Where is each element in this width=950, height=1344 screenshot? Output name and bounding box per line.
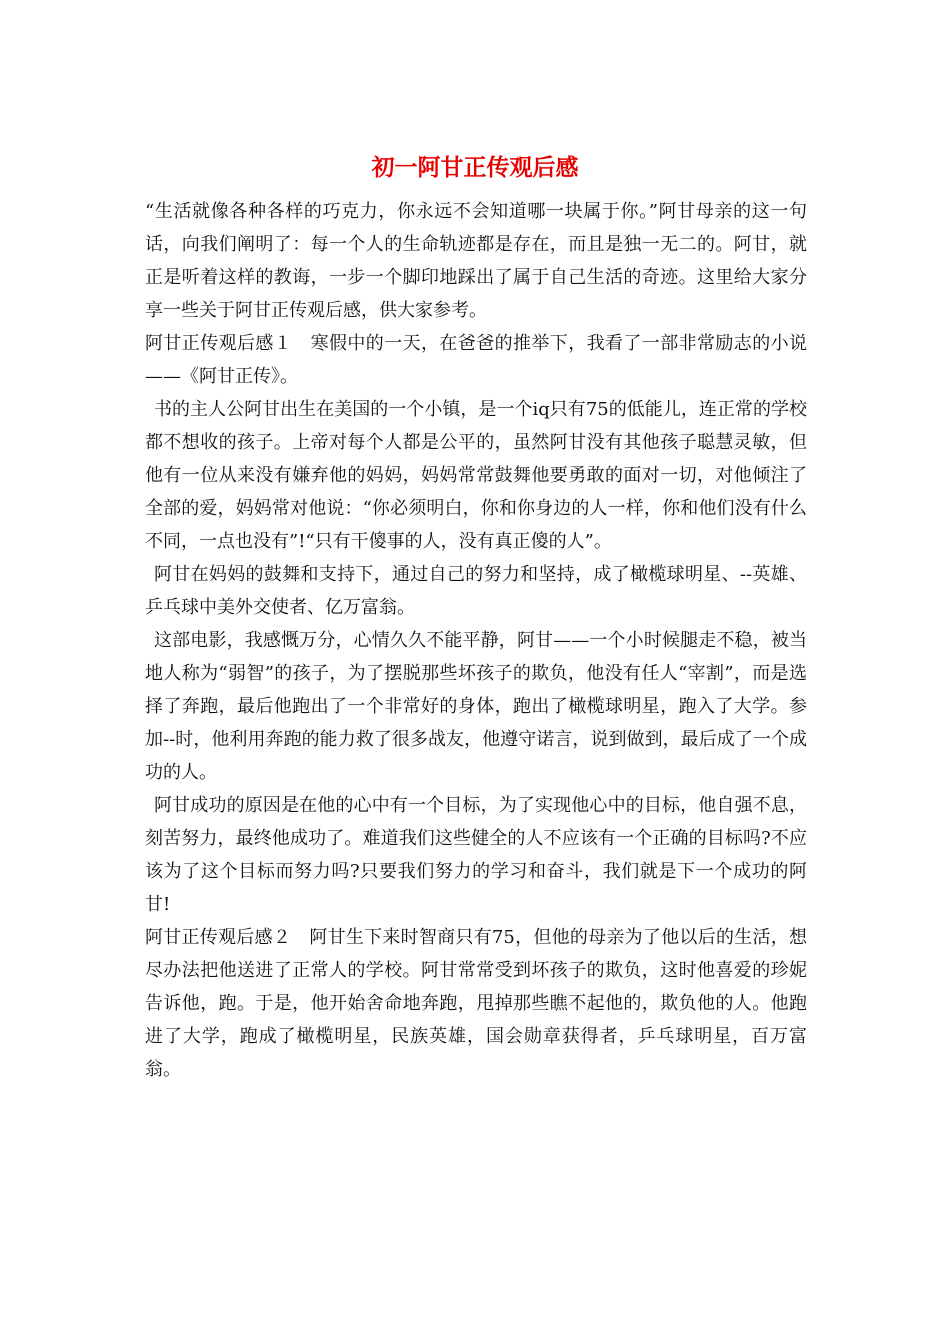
page-title: 初一阿甘正传观后感: [371, 154, 579, 181]
section-heading-paragraph-1: 阿甘正传观后感１ 寒假中的一天，在爸爸的推举下，我看了一部非常励志的小说——《阿甘正传》。: [145, 333, 807, 387]
document-body: [145, 195, 807, 1086]
intro-paragraph: “生活就像各种各样的巧克力，你永远不会知道哪一块属于你。”阿甘母亲的这一句话，向我们阐明了：每一个人的生命轨迹都是存在，而且是独一无二的。阿甘，就正是听着这样的教诲，一步一个脚印地踩出了属于自己生活的奇迹。这里给大家分享一些关于阿甘正传观后感，供大家参考。: [145, 201, 807, 321]
body-paragraph: 阿甘成功的原因是在他的心中有一个目标，为了实现他心中的目标，他自强不息，刻苦努力，最终他成功了。难道我们这些健全的人不应该有一个正确的目标吗?不应该为了这个目标而努力吗?只要我们努力的学习和奋斗，我们就是下一个成功的阿甘!: [145, 795, 807, 915]
section-heading-paragraph-2: 阿甘正传观后感２ 阿甘生下来时智商只有75，但他的母亲为了他以后的生活，想尽办法把他送进了正常人的学校。阿甘常常受到坏孩子的欺负，这时他喜爱的珍妮告诉他，跑。于是，他开始舍命地奔跑，甩掉那些瞧不起他的，欺负他的人。他跑进了大学，跑成了橄榄明星，民族英雄，国会勋章获得者，乒乓球明星，百万富翁。: [145, 927, 807, 1080]
body-paragraph: 阿甘在妈妈的鼓舞和支持下，通过自己的努力和坚持，成了橄榄球明星、--英雄、乒乓球中美外交使者、亿万富翁。: [145, 564, 807, 618]
body-paragraph: 这部电影，我感慨万分，心情久久不能平静，阿甘——一个小时候腿走不稳，被当地人称为“弱智”的孩子，为了摆脱那些坏孩子的欺负，他没有任人“宰割”，而是选择了奔跑，最后他跑出了一个非常好的身体，跑出了橄榄球明星，跑入了大学。参加--时，他利用奔跑的能力救了很多战友，他遵守诺言，说到做到，最后成了一个成功的人。: [145, 630, 807, 783]
body-paragraph: 书的主人公阿甘出生在美国的一个小镇，是一个iq只有75的低能儿，连正常的学校都不想收的孩子。上帝对每个人都是公平的，虽然阿甘没有其他孩子聪慧灵敏，但他有一位从来没有嫌弃他的妈妈，妈妈常常鼓舞他要勇敢的面对一切，对他倾注了全部的爱，妈妈常对他说：“你必须明白，你和你身边的人一样，你和他们没有什么不同，一点也没有”!“只有干傻事的人，没有真正傻的人”。: [145, 399, 807, 552]
